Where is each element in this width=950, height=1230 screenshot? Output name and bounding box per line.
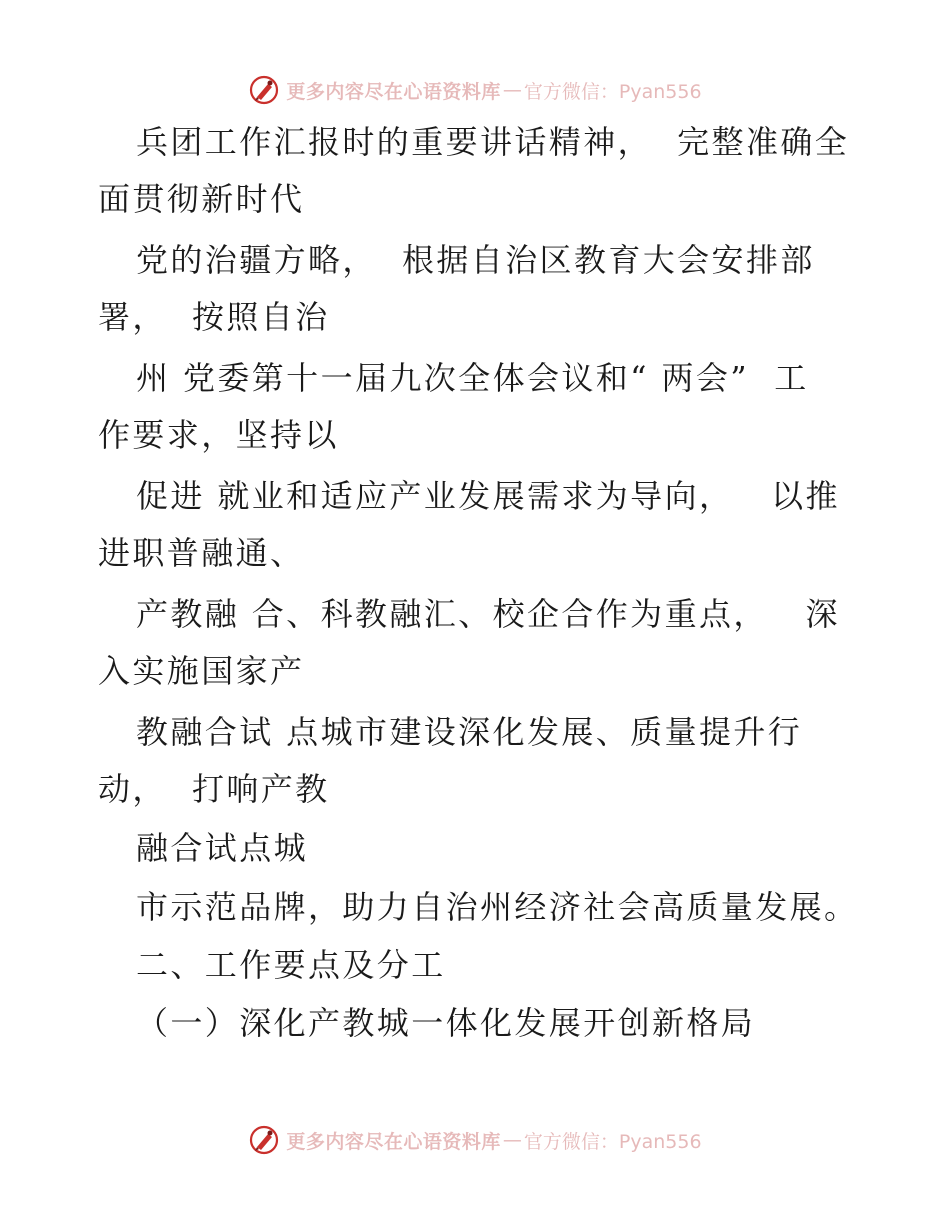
paragraph-line: 动， 打响产教 [98,770,330,808]
paragraph-line: 市示范品牌，助力自治州经济社会高质量发展。 [136,888,859,926]
paragraph-line: 兵团工作汇报时的重要讲话精神， 完整准确全 [136,123,850,161]
paragraph-line: 产教融 合、科教融汇、校企合作为重点， 深 [136,595,840,633]
header-watermark-banner [0,70,950,110]
paragraph-line: 作要求，坚持以 [98,416,339,454]
watermark-text: 更多内容尽在心语资料库 [286,1130,501,1153]
watermark-wechat: 官方微信：Pyan556 [523,80,702,103]
pen-logo-icon [248,1124,280,1156]
paragraph-line: 州 党委第十一届九次全体会议和“ 两会” 工 [136,359,809,397]
paragraph-line: 入实施国家产 [98,652,305,690]
footer-watermark-banner [0,1120,950,1160]
paragraph-line: 教融合试 点城市建设深化发展、质量提升行 [136,713,803,751]
paragraph-line: 促进 就业和适应产业发展需求为导向， 以推 [136,477,840,515]
paragraph-line: 党的治疆方略， 根据自治区教育大会安排部 [136,241,815,279]
paragraph-line: 进职普融通、 [98,534,305,572]
pen-logo-icon [248,74,280,106]
watermark-separator: — [502,79,522,101]
paragraph-line: 面贯彻新时代 [98,180,305,218]
paragraph-line: 融合试点城 [136,829,309,867]
watermark-wechat: 官方微信：Pyan556 [523,1130,702,1153]
section-heading: 二、工作要点及分工 [136,946,446,984]
watermark-separator: — [502,1129,522,1151]
paragraph-line: 署， 按照自治 [98,298,330,336]
subsection-heading: （一）深化产教城一体化发展开创新格局 [136,1004,756,1042]
watermark-text: 更多内容尽在心语资料库 [286,80,501,103]
